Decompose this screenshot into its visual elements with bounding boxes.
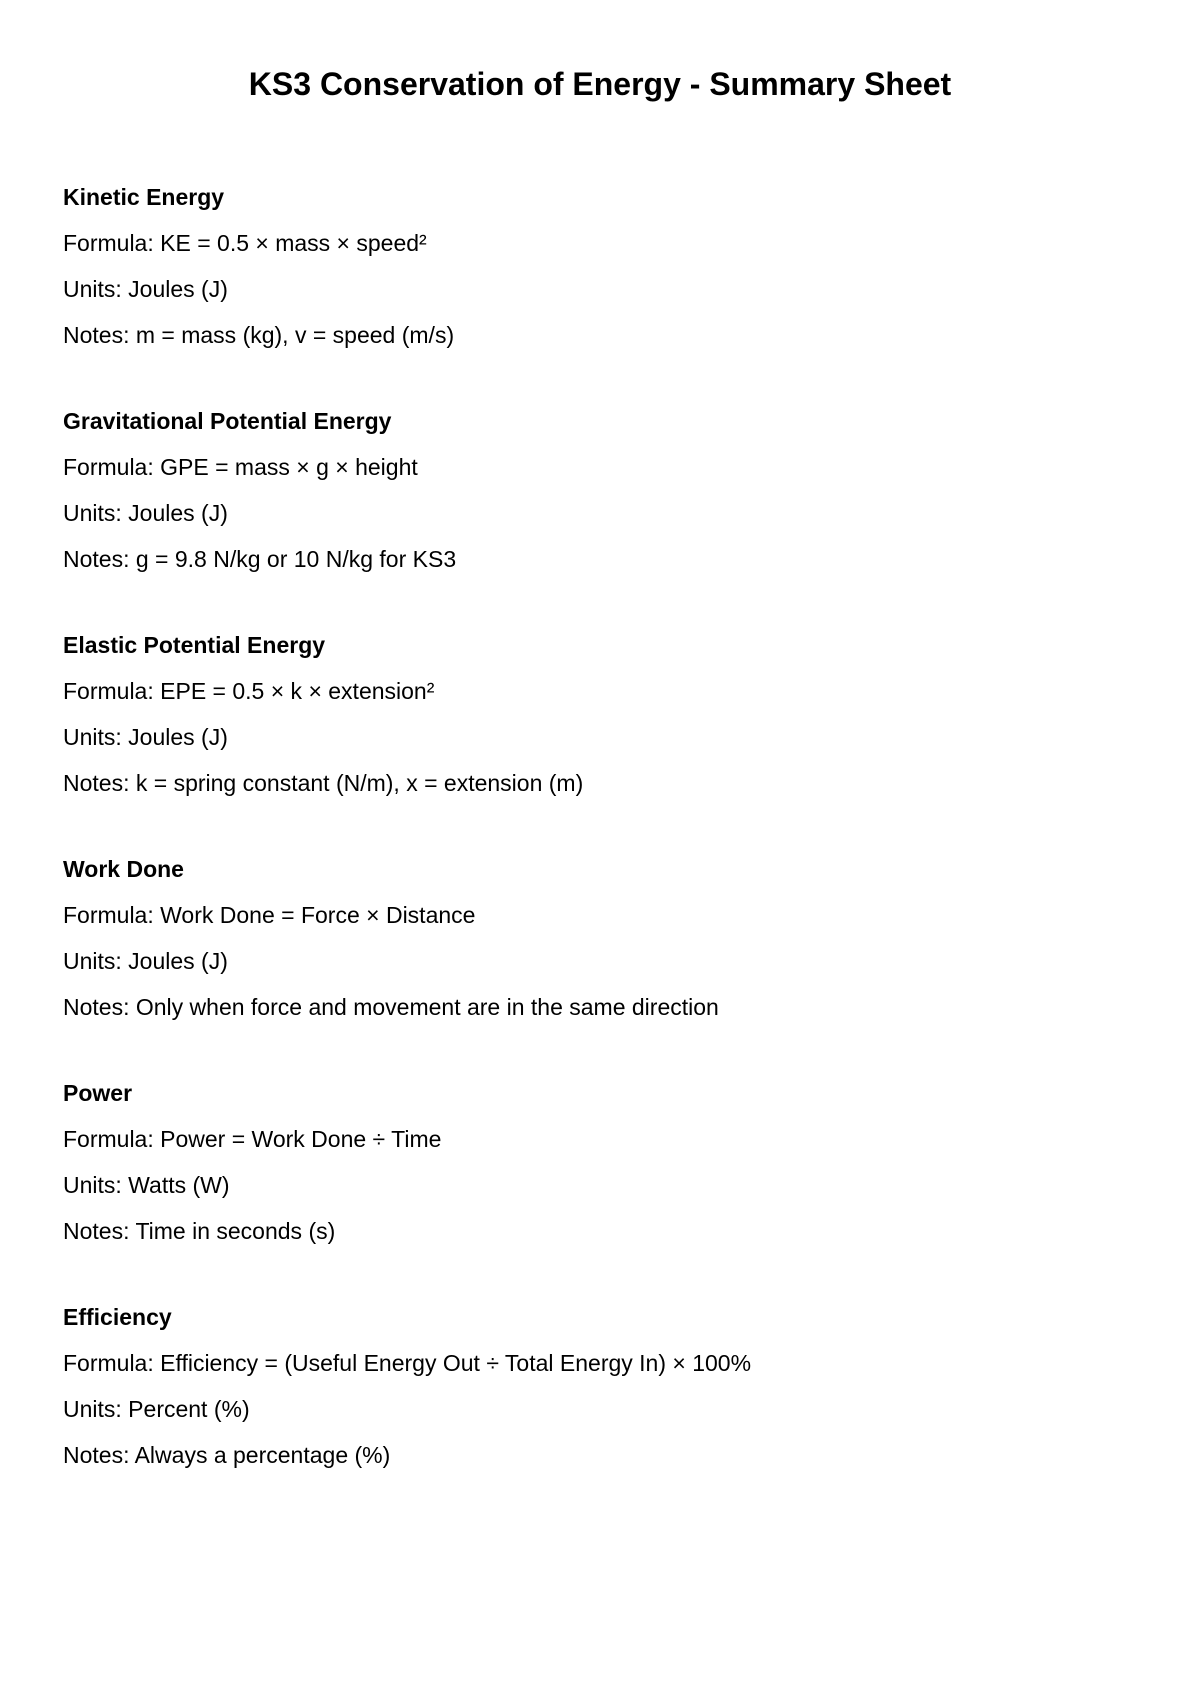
- units-line: Units: Watts (W): [63, 1172, 230, 1198]
- notes-line: Notes: Always a percentage (%): [63, 1442, 391, 1468]
- section-work-done: [63, 854, 1143, 1078]
- formula-line: Formula: KE = 0.5 × mass × speed²: [63, 230, 427, 256]
- section-elastic-potential-energy: [63, 630, 1143, 854]
- section-heading: Efficiency: [63, 1304, 172, 1330]
- notes-line: Notes: g = 9.8 N/kg or 10 N/kg for KS3: [63, 546, 457, 572]
- section-heading: Kinetic Energy: [63, 184, 225, 210]
- units-line: Units: Joules (J): [63, 500, 228, 526]
- section-heading: Work Done: [63, 856, 184, 882]
- units-line: Units: Joules (J): [63, 276, 228, 302]
- section-heading: Elastic Potential Energy: [63, 632, 326, 658]
- sections-list: [63, 182, 1143, 1526]
- notes-line: Notes: Time in seconds (s): [63, 1218, 336, 1244]
- units-line: Units: Joules (J): [63, 948, 228, 974]
- section-heading: Gravitational Potential Energy: [63, 408, 392, 434]
- notes-line: Notes: k = spring constant (N/m), x = extension (m): [63, 770, 584, 796]
- formula-line: Formula: EPE = 0.5 × k × extension²: [63, 678, 435, 704]
- formula-line: Formula: Power = Work Done ÷ Time: [63, 1126, 442, 1152]
- section-power: [63, 1078, 1143, 1302]
- page-title: KS3 Conservation of Energy - Summary Sheet: [248, 66, 952, 102]
- notes-line: Notes: m = mass (kg), v = speed (m/s): [63, 322, 455, 348]
- formula-line: Formula: GPE = mass × g × height: [63, 454, 418, 480]
- formula-line: Formula: Efficiency = (Useful Energy Out ÷ Total Energy In) × 100%: [63, 1350, 752, 1376]
- units-line: Units: Percent (%): [63, 1396, 250, 1422]
- units-line: Units: Joules (J): [63, 724, 228, 750]
- section-efficiency: [63, 1302, 1143, 1526]
- notes-line: Notes: Only when force and movement are in the same direction: [63, 994, 719, 1020]
- section-gravitational-potential-energy: [63, 406, 1143, 630]
- formula-line: Formula: Work Done = Force × Distance: [63, 902, 476, 928]
- section-kinetic-energy: [63, 182, 1143, 406]
- section-heading: Power: [63, 1080, 133, 1106]
